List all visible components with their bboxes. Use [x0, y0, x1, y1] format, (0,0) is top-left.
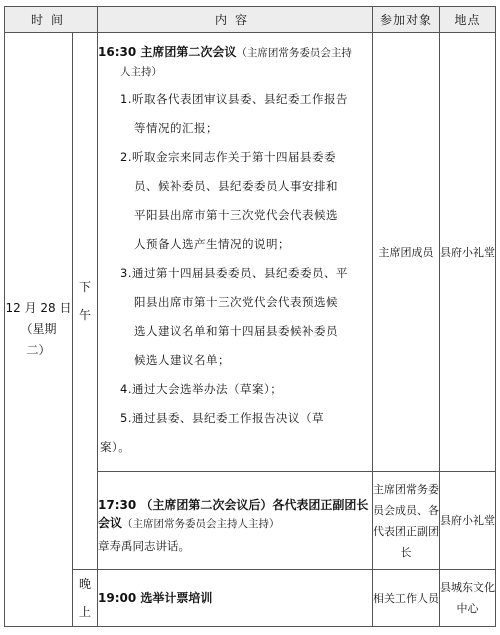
session3-location: 县城东文化中心 [440, 570, 496, 627]
session2-attendees: 主席团常务委员会成员、各代表团正副团长 [373, 472, 440, 570]
date-line2: （星期 [20, 322, 57, 336]
period-evening-2: 上 [79, 605, 92, 619]
session2-note: （主席团常务委员会主持人主持） [122, 518, 280, 530]
session1-note-b: 人主持） [120, 65, 163, 78]
session3-content [98, 570, 373, 627]
session3-title: 选举计票培训 [140, 591, 213, 605]
agenda-item-4: 4.通过大会选举办法（草案）； [120, 381, 283, 396]
header-attendees: 参加对象 [373, 7, 440, 33]
session1-time: 16:30 [98, 44, 137, 59]
session3-heading [98, 589, 372, 607]
session2-content [98, 472, 373, 570]
session3-time: 19:00 [98, 591, 137, 605]
period-evening [73, 570, 98, 627]
period-afternoon-2: 午 [79, 308, 92, 322]
date-line1: 12 月 28 日 [5, 301, 72, 315]
period-evening-1: 晚 [79, 577, 92, 591]
agenda-item-1: 1.听取各代表团审议县委、县纪委工作报告 等情况的汇报； [120, 91, 348, 135]
row-session3 [5, 570, 496, 627]
session2-heading-cont [98, 514, 372, 533]
session1-note-a: （主席团常务委员会主持 [236, 46, 352, 59]
session1-heading-cont [98, 62, 372, 81]
session2-speaker: 章寿禹同志讲话。 [98, 539, 191, 553]
session1-title: 主席团第二次会议 [140, 44, 237, 59]
date-cell [5, 33, 73, 627]
row-session1 [5, 33, 496, 472]
session3-attendees: 相关工作人员 [373, 570, 440, 627]
period-afternoon [73, 33, 98, 570]
session1-heading [98, 43, 372, 62]
session2-location: 县府小礼堂 [440, 472, 496, 570]
header-location: 地点 [440, 7, 496, 33]
agenda-item-2: 2.听取金宗来同志作关于第十四届县委委 员、候补委员、县纪委委员人事安排和 平阳县出席市第十三次党代会代表候选 人预备人选产生情况的说明； [120, 149, 339, 251]
header-content: 内容 [98, 7, 373, 33]
agenda-item-5: 5.通过县委、县纪委工作报告决议（草 案）。 [100, 410, 324, 454]
header-time: 时间 [5, 7, 98, 33]
date-line3: 二） [26, 343, 51, 357]
session2-title: （主席团第二次会议后）各代表团正副团长 [140, 498, 369, 512]
session2-heading [98, 496, 372, 514]
session1-content [98, 33, 373, 472]
session1-location: 县府小礼堂 [440, 33, 496, 472]
session2-title-b: 会议 [98, 516, 123, 530]
schedule-table [4, 6, 496, 627]
session2-time: 17:30 [98, 498, 137, 512]
header-row [5, 7, 496, 33]
agenda-item-3: 3.通过第十四届县委委员、县纪委委员、平 阳县出席市第十三次党代会代表预选候 选人建议名单和第十四届县委候补委员 候选人建议名单； [120, 265, 348, 367]
period-afternoon-1: 下 [79, 280, 92, 294]
session1-attendees: 主席团成员 [373, 33, 440, 472]
